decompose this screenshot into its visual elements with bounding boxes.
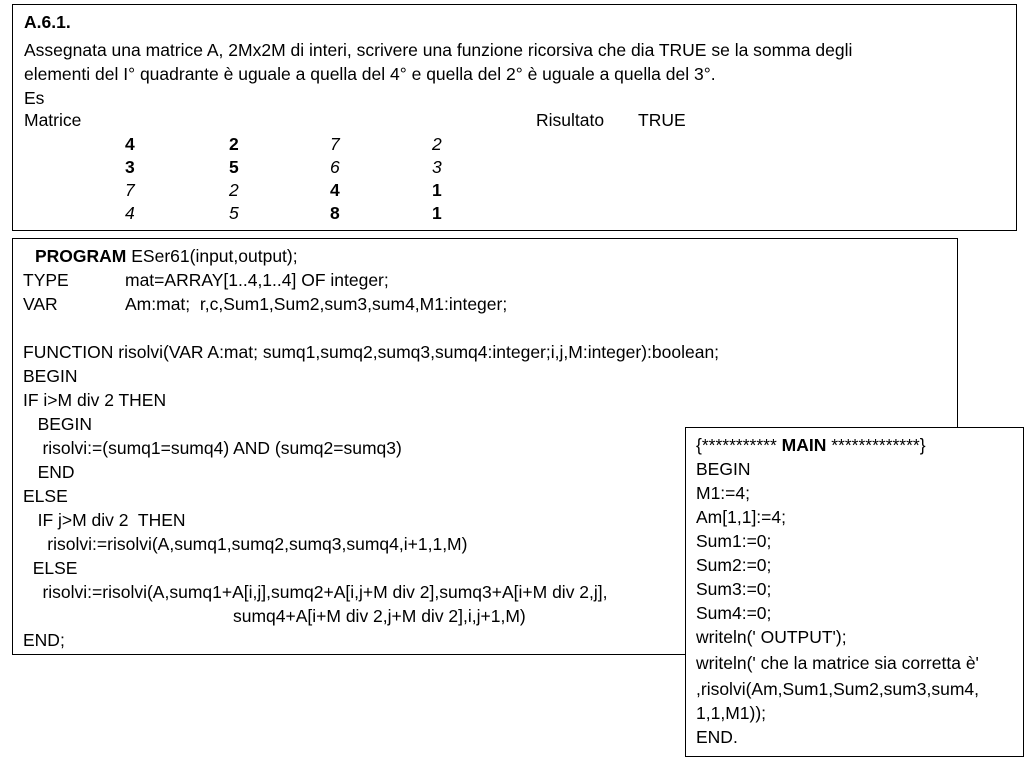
main-header-prefix: {***********	[696, 435, 782, 455]
code-line: IF i>M div 2 THEN	[23, 390, 167, 410]
matrix-cell: 1	[432, 180, 442, 200]
result-value: TRUE	[638, 110, 686, 130]
matrix-cell: 7	[330, 134, 340, 154]
problem-box	[12, 4, 1017, 231]
code-line: BEGIN	[23, 414, 93, 434]
matrix-cell: 5	[229, 203, 239, 223]
program-keyword: PROGRAM	[35, 246, 127, 266]
code-line: risolvi:=(sumq1=sumq4) AND (sumq2=sumq3)	[23, 438, 402, 458]
matrix-cell: 2	[229, 134, 239, 154]
main-header-suffix: *************}	[826, 435, 926, 455]
main-code-line: Am[1,1]:=4;	[696, 507, 786, 527]
matrix-cell: 4	[330, 180, 340, 200]
type-definition: mat=ARRAY[1..4,1..4] OF integer;	[125, 270, 389, 290]
code-line: risolvi:=risolvi(A,sumq1,sumq2,sumq3,sumq4,i+1,1,M)	[23, 534, 468, 554]
matrix-cell: 6	[330, 157, 340, 177]
problem-text-line-1: Assegnata una matrice A, 2Mx2M di interi, scrivere una funzione ricorsiva che dia TRUE se la somma degli	[24, 40, 853, 60]
matrix-cell: 2	[229, 180, 239, 200]
code-line: FUNCTION risolvi(VAR A:mat; sumq1,sumq2,sumq3,sumq4:integer;i,j,M:integer):boolean;	[23, 342, 720, 362]
code-line: sumq4+A[i+M div 2,j+M div 2],i,j+1,M)	[233, 606, 526, 626]
main-code-line: 1,1,M1));	[696, 703, 767, 723]
code-line: BEGIN	[23, 366, 78, 386]
program-header-rest: ESer61(input,output);	[126, 246, 298, 266]
code-line: IF j>M div 2 THEN	[23, 510, 186, 530]
code-line: END	[23, 462, 75, 482]
problem-title: A.6.1.	[24, 12, 71, 32]
result-label: Risultato	[536, 110, 605, 130]
matrix-cell: 2	[432, 134, 442, 154]
main-code-line: BEGIN	[696, 459, 751, 479]
main-code-line: END.	[696, 727, 738, 747]
type-keyword: TYPE	[23, 270, 69, 290]
main-header	[696, 434, 926, 456]
main-code-line: Sum1:=0;	[696, 531, 772, 551]
main-code-box	[685, 427, 1024, 757]
matrix-cell: 3	[125, 157, 135, 177]
main-keyword: MAIN	[781, 435, 827, 455]
example-label: Es	[24, 88, 45, 108]
matrix-label: Matrice	[24, 110, 82, 130]
main-code-line: ,risolvi(Am,Sum1,Sum2,sum3,sum4,	[696, 679, 979, 699]
code-line: ELSE	[23, 486, 68, 506]
matrix-cell: 8	[330, 203, 340, 223]
main-code-line: Sum4:=0;	[696, 603, 772, 623]
code-line: ELSE	[23, 558, 78, 578]
main-code-line: Sum2:=0;	[696, 555, 772, 575]
matrix-cell: 1	[432, 203, 442, 223]
var-keyword: VAR	[23, 294, 58, 314]
main-code-line: writeln(' che la matrice sia corretta è'	[696, 653, 979, 673]
matrix-cell: 3	[432, 157, 442, 177]
code-line: risolvi:=risolvi(A,sumq1+A[i,j],sumq2+A[i,j+M div 2],sumq3+A[i+M div 2,j],	[23, 582, 608, 602]
main-code-line: writeln(' OUTPUT');	[696, 627, 847, 647]
matrix-cell: 4	[125, 203, 135, 223]
main-code-line: Sum3:=0;	[696, 579, 772, 599]
matrix-cell: 4	[125, 134, 135, 154]
program-header	[35, 245, 298, 267]
matrix-cell: 5	[229, 157, 239, 177]
problem-text-line-2: elementi del I° quadrante è uguale a quella del 4° e quella del 2° è uguale a quella del 3°.	[24, 64, 716, 84]
var-definition: Am:mat; r,c,Sum1,Sum2,sum3,sum4,M1:integer;	[125, 294, 508, 314]
matrix-cell: 7	[125, 180, 135, 200]
main-code-line: M1:=4;	[696, 483, 750, 503]
code-line: END;	[23, 630, 65, 650]
